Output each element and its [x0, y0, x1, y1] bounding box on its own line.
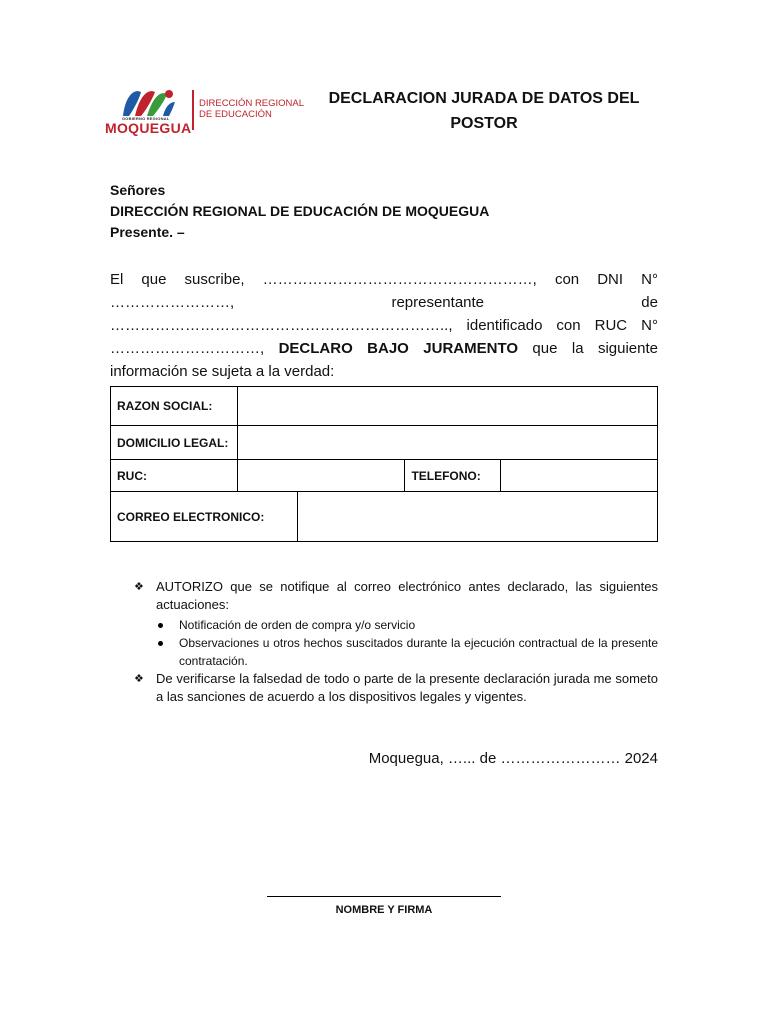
- correo-field[interactable]: [297, 492, 657, 542]
- intro-bold-statement: DECLARO BAJO JURAMENTO: [278, 340, 518, 357]
- logo-department-line1: DIRECCIÓN REGIONAL: [199, 98, 305, 109]
- addressee-institution: DIRECCIÓN REGIONAL DE EDUCACIÓN DE MOQUEGUA: [110, 203, 490, 219]
- list-item: [156, 634, 658, 670]
- table-row: [111, 492, 658, 542]
- signature-label: NOMBRE Y FIRMA: [335, 904, 433, 916]
- addressee-block: [110, 180, 489, 243]
- addressee-salutation: Señores: [110, 182, 166, 198]
- conditions-list: [130, 578, 658, 706]
- authorization-text: AUTORIZO que se notifique al correo electrónico antes declarado, las siguientes actuaciones:: [156, 579, 658, 612]
- bullet-dot-icon: [158, 623, 163, 628]
- logo-emblem-icon: [119, 86, 181, 118]
- falsity-clause-text: De verificarse la falsedad de todo o parte de la presente declaración jurada me someto a las sanciones de acuerdo a los dispositivos legales y vigentes.: [156, 671, 658, 704]
- declaration-intro: [110, 268, 658, 383]
- logo-divider: [192, 90, 194, 130]
- intro-text-end: que la siguiente información se sujeta a la verdad:: [110, 340, 658, 380]
- logo-subtitle: GOBIERNO REGIONAL: [122, 116, 170, 121]
- correo-label: CORREO ELECTRONICO:: [111, 492, 298, 542]
- razon-social-field[interactable]: [237, 387, 657, 426]
- bidder-data-table: [110, 386, 658, 542]
- intro-text-start: El que suscribe, ………………………………………………, con DNI N° ……………………, representante de ………………………………………………………….., identificado con RUC N° …………………………,: [110, 271, 658, 357]
- ruc-field[interactable]: [237, 460, 405, 492]
- signature-line: [267, 896, 501, 897]
- notification-sublist: [156, 616, 658, 670]
- logo-department: [199, 98, 304, 120]
- table-row: [111, 387, 658, 426]
- razon-social-label: RAZON SOCIAL:: [111, 387, 238, 426]
- domicilio-legal-label: DOMICILIO LEGAL:: [111, 426, 238, 460]
- document-title-line1: DECLARACION JURADA DE DATOS DEL: [328, 90, 640, 107]
- telefono-field[interactable]: [501, 460, 658, 492]
- diamond-bullet-icon: ❖: [134, 673, 144, 685]
- telefono-label: TELEFONO:: [405, 460, 501, 492]
- list-item: [130, 578, 658, 670]
- place-and-date: Moquegua, …... de …………………… 2024: [368, 750, 658, 767]
- document-title: [300, 86, 668, 136]
- ruc-label: RUC:: [111, 460, 238, 492]
- sublist-item-text: Observaciones u otros hechos suscitados durante la ejecución contractual de la presente contratación.: [179, 636, 658, 668]
- logo: [105, 78, 305, 144]
- document-title-line2: POSTOR: [450, 115, 518, 132]
- domicilio-legal-field[interactable]: [237, 426, 657, 460]
- table-row: [111, 460, 658, 492]
- list-item: [156, 616, 658, 634]
- diamond-bullet-icon: ❖: [134, 581, 144, 593]
- addressee-presente: Presente. –: [110, 224, 185, 240]
- logo-name: MOQUEGUA: [105, 120, 192, 136]
- bullet-dot-icon: [158, 641, 163, 646]
- sublist-item-text: Notificación de orden de compra y/o servicio: [179, 618, 416, 632]
- table-row: [111, 426, 658, 460]
- logo-department-line2: DE EDUCACIÓN: [199, 109, 272, 120]
- list-item: [130, 670, 658, 706]
